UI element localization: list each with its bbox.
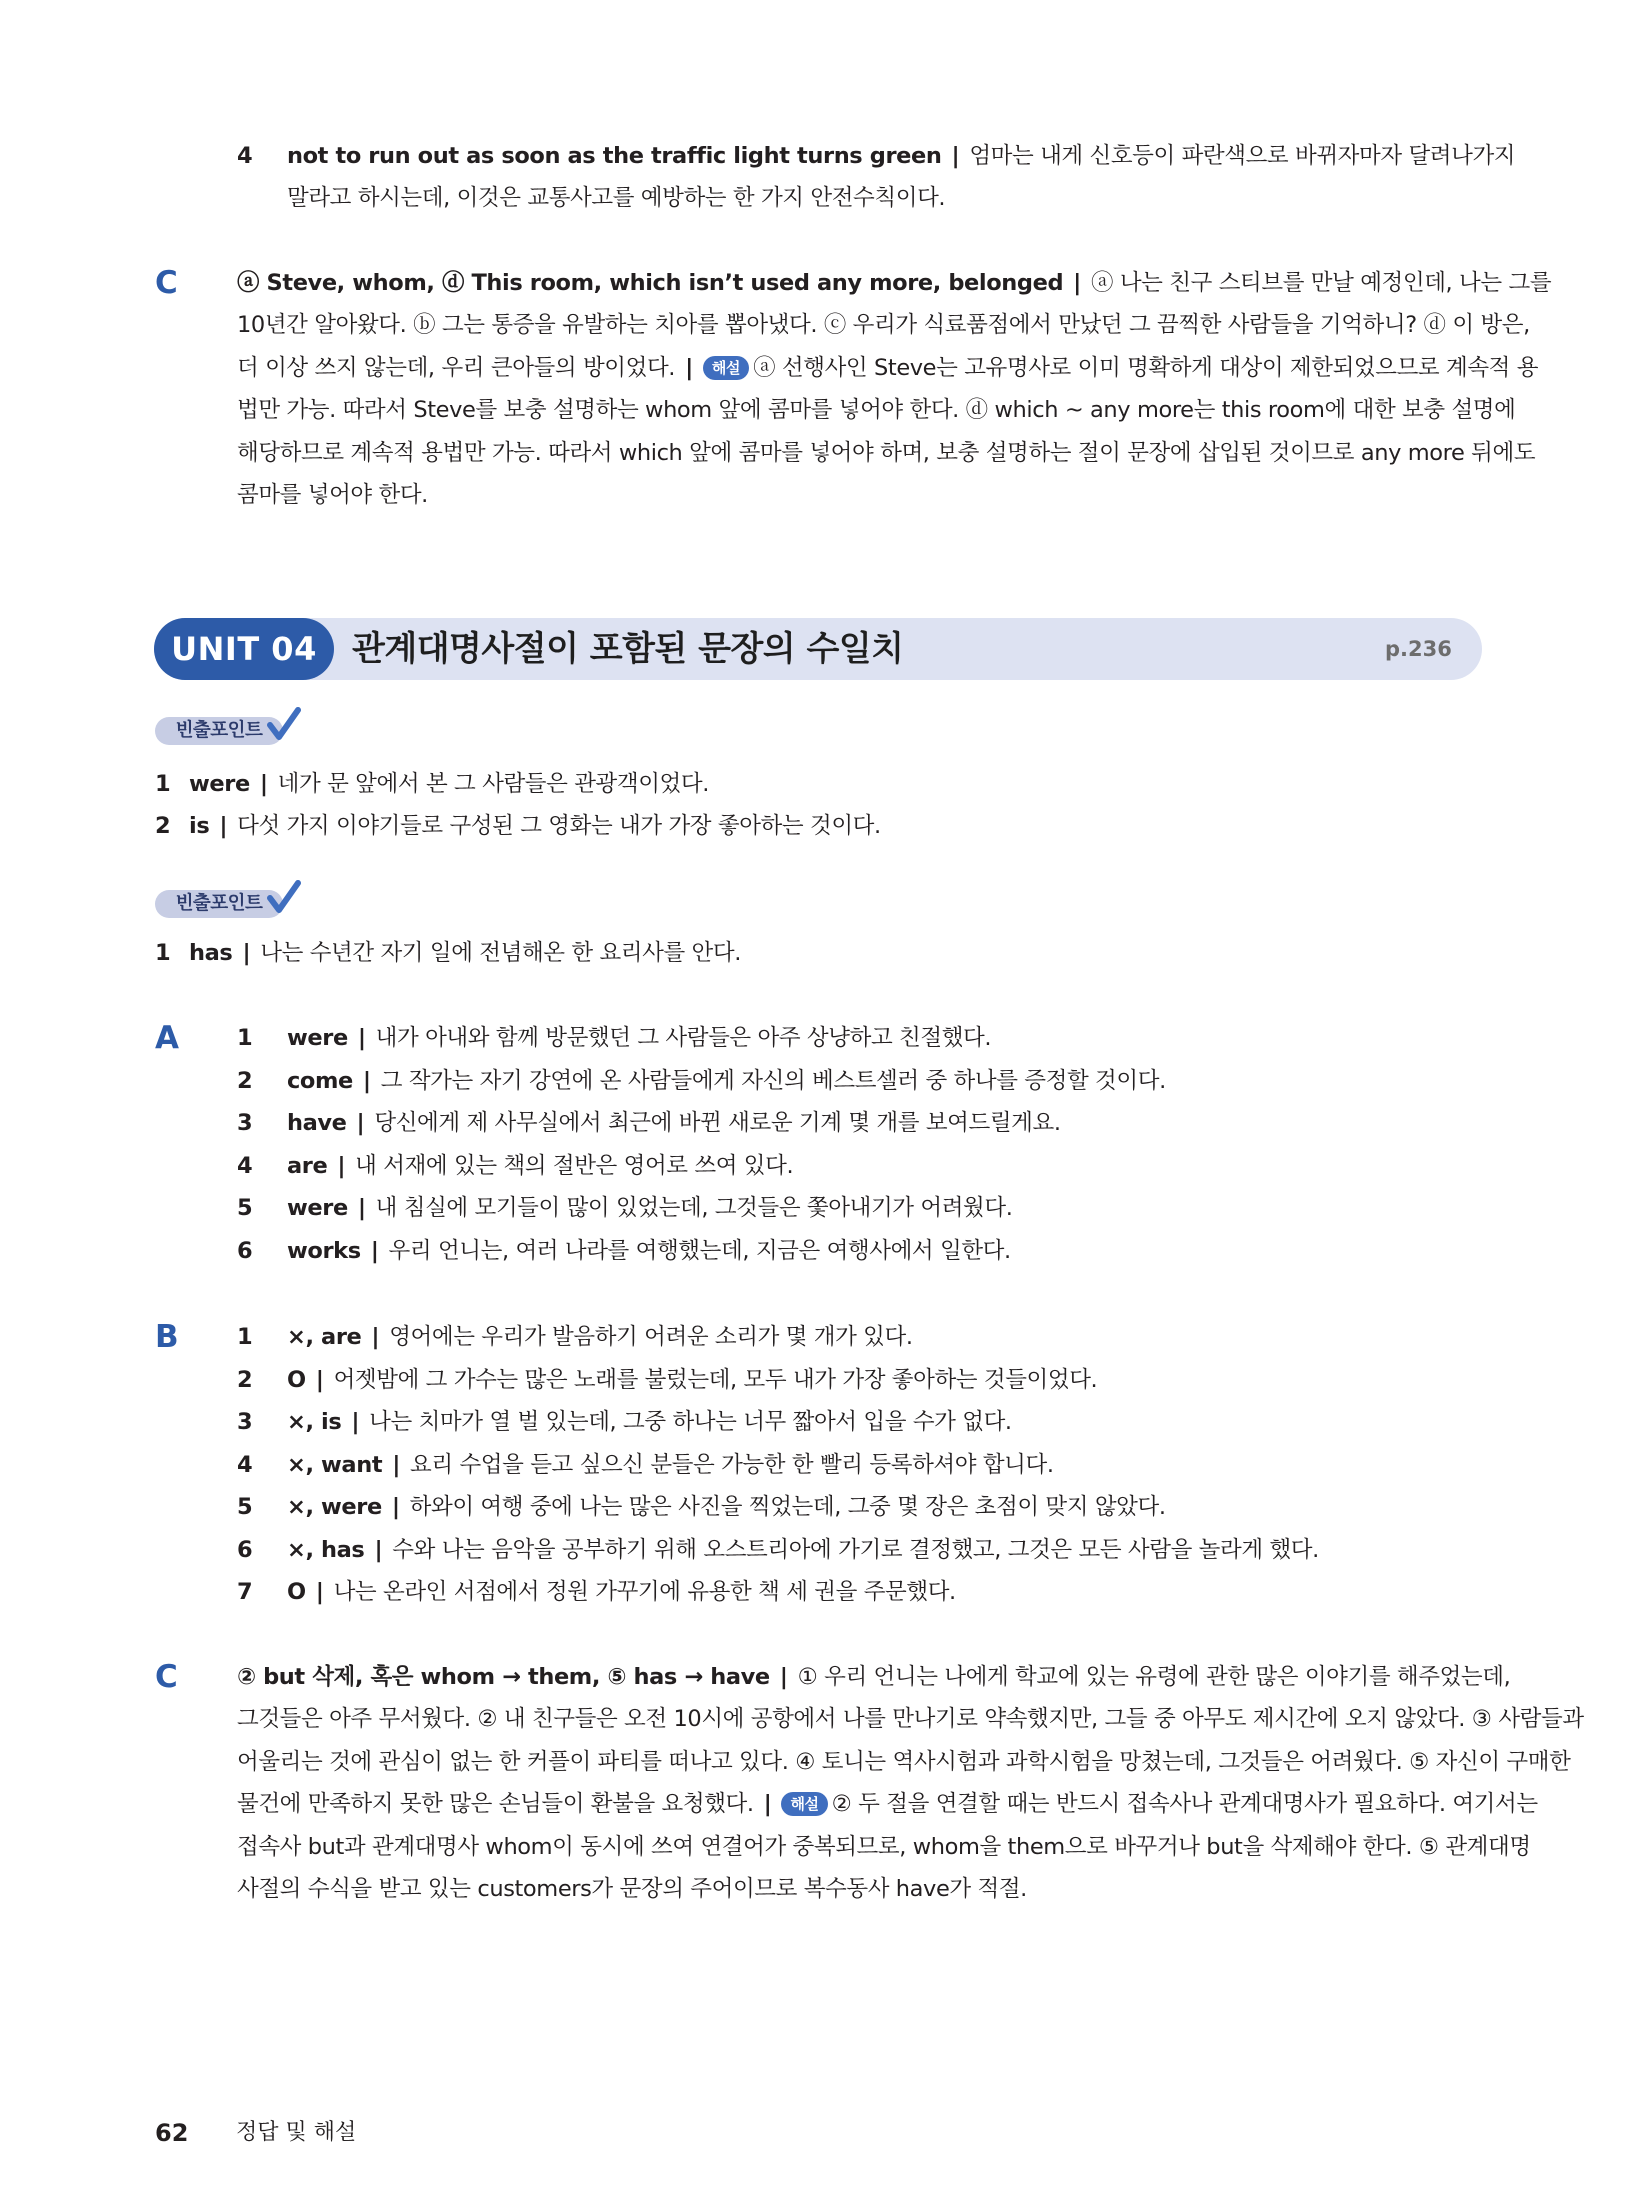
answer: were: [189, 771, 250, 797]
page-number: 62: [155, 2119, 189, 2147]
frequent-point-label: 빈출포인트: [155, 890, 283, 918]
unit-page-ref: p.236: [1385, 637, 1452, 661]
translation: 어젯밤에 그 가수는 많은 노래를 불렀는데, 모두 내가 가장 좋아하는 것들이었다.: [333, 1366, 1098, 1393]
freq2-item-1: [155, 932, 741, 975]
answer: were: [287, 1025, 348, 1051]
separator: |: [371, 1324, 380, 1350]
item-number: 3: [237, 1409, 253, 1435]
explanation: ② 두 절을 연결할 때는 반드시 접속사나 관계대명사가 필요하다. 여기서는: [831, 1791, 1538, 1817]
item-number: 4: [237, 1451, 253, 1478]
explanation: ⓐ 선행사인 Steve는 고유명사로 이미 명확하게 대상이 제한되었으므로 계속적 용: [753, 355, 1539, 381]
section-c2-line2: 그것들은 아주 무서웠다. ② 내 친구들은 오전 10시에 공항에서 나를 만나기로 약속했지만, 그들 중 아무도 제시간에 오지 않았다. ③ 사람들과: [237, 1706, 1584, 1732]
translation: 다섯 가지 이야기들로 구성된 그 영화는 내가 가장 좋아하는 것이다.: [237, 813, 881, 839]
answer: have: [287, 1110, 347, 1136]
freq1-item-2: [155, 805, 881, 848]
frequent-point-label: 빈출포인트: [155, 717, 283, 745]
translation: 내 서재에 있는 책의 절반은 영어로 쓰여 있다.: [355, 1152, 794, 1179]
section-c2-line6: 사절의 수식을 받고 있는 customers가 문장의 주어이므로 복수동사 have가 적절.: [237, 1876, 1027, 1902]
item-number: 2: [155, 813, 171, 839]
item-body: [287, 1444, 1054, 1487]
unit-label: UNIT 04: [154, 618, 334, 680]
answer: works: [287, 1237, 361, 1264]
section-c-line1: [237, 262, 1551, 305]
translation: 더 이상 쓰지 않는데, 우리 큰아들의 방이었다.: [237, 355, 676, 381]
translation: 요리 수업을 듣고 싶으신 분들은 가능한 한 빨리 등록하셔야 합니다.: [410, 1451, 1054, 1478]
item-body: [287, 1060, 1166, 1103]
separator: |: [685, 355, 693, 381]
answer: ×, are: [287, 1324, 362, 1350]
separator: |: [315, 1579, 324, 1605]
separator: |: [337, 1152, 346, 1179]
answer: ×, has: [287, 1536, 365, 1563]
translation: 나는 치마가 열 벌 있는데, 그중 하나는 너무 짧아서 입을 수가 없다.: [369, 1409, 1012, 1435]
item-number: 1: [155, 771, 171, 797]
translation: 내 침실에 모기들이 많이 있었는데, 그것들은 쫓아내기가 어려웠다.: [375, 1195, 1013, 1221]
footer-label: 정답 및 해설: [236, 2120, 357, 2145]
item-body: [287, 1401, 1012, 1444]
section-c2-line3: 어울리는 것에 관심이 없는 한 커플이 파티를 떠나고 있다. ④ 토니는 역사시험과 과학시험을 망쳤는데, 그것들은 어려웠다. ⑤ 자신이 구매한: [237, 1749, 1571, 1775]
section-c-line5: 해당하므로 계속적 용법만 가능. 따라서 which 앞에 콤마를 넣어야 하며, 보충 설명하는 절이 문장에 삽입된 것이므로 any more 뒤에도: [237, 440, 1536, 466]
item-number: 2: [237, 1067, 253, 1094]
answer: ×, is: [287, 1409, 342, 1435]
item-number: 3: [237, 1110, 253, 1136]
item-body: [287, 1187, 1012, 1230]
freq1-item-1: [155, 763, 709, 806]
answer: ×, want: [287, 1451, 383, 1478]
item-body: [287, 1486, 1166, 1529]
answer: ② but 삭제, 혹은 whom → them, ⑤ has → have: [237, 1664, 770, 1690]
separator: |: [259, 771, 268, 797]
separator: |: [357, 1195, 366, 1221]
item-body: [287, 1316, 913, 1359]
translation: 우리 언니는, 여러 나라를 여행했는데, 지금은 여행사에서 일한다.: [388, 1237, 1011, 1264]
translation: 엄마는 내게 신호등이 파란색으로 바뀌자마자 달려나가지: [969, 143, 1516, 169]
translation: ⓐ 나는 친구 스티브를 만날 예정인데, 나는 그를: [1091, 270, 1552, 296]
item-body: [287, 1145, 793, 1188]
separator: |: [374, 1536, 383, 1563]
item-number: 1: [155, 940, 171, 966]
separator: |: [370, 1237, 379, 1264]
item-body: [287, 1017, 991, 1060]
separator: |: [951, 143, 960, 169]
item-body: [287, 1529, 1319, 1572]
separator: |: [356, 1110, 365, 1136]
answer: O: [287, 1579, 306, 1605]
separator: |: [779, 1664, 788, 1690]
frequent-point-badge-2: [155, 888, 295, 918]
translation: 나는 온라인 서점에서 정원 가꾸기에 유용한 책 세 권을 주문했다.: [333, 1579, 956, 1605]
item-number: 5: [237, 1195, 253, 1221]
section-c2-line1: [237, 1656, 1510, 1699]
section-c-line4: 법만 가능. 따라서 Steve를 보충 설명하는 whom 앞에 콤마를 넣어야 한다. ⓓ which ~ any more는 this room에 대한 보충 설명에: [237, 397, 1516, 423]
separator: |: [362, 1067, 371, 1094]
translation: 나는 수년간 자기 일에 전념해온 한 요리사를 안다.: [260, 940, 741, 966]
translation: 물건에 만족하지 못한 많은 손님들이 환불을 요청했다.: [237, 1791, 754, 1817]
section-c2-line5: 접속사 but과 관계대명사 whom이 동시에 쓰여 연결어가 중복되므로, whom을 them으로 바꾸거나 but을 삭제해야 한다. ⑤ 관계대명: [237, 1834, 1531, 1860]
separator: |: [763, 1791, 772, 1817]
top-item-4-line2: 말라고 하시는데, 이것은 교통사고를 예방하는 한 가지 안전수칙이다.: [287, 185, 946, 211]
separator: |: [1073, 270, 1081, 296]
separator: |: [219, 813, 228, 839]
separator: |: [391, 1494, 400, 1520]
answer: is: [189, 813, 210, 839]
item-number: 1: [237, 1025, 253, 1051]
checkmark-icon: [267, 880, 301, 916]
frequent-point-badge-1: [155, 715, 295, 745]
explanation-badge: 해설: [781, 1792, 827, 1816]
separator: |: [392, 1451, 401, 1478]
checkmark-icon: [267, 707, 301, 743]
translation: ① 우리 언니는 나에게 학교에 있는 유령에 관한 많은 이야기를 해주었는데,: [797, 1664, 1511, 1690]
section-letter-a: A: [155, 1020, 179, 1056]
item-number: 6: [237, 1237, 253, 1264]
section-c-line2: 10년간 알아왔다. ⓑ 그는 통증을 유발하는 치아를 뽑아냈다. ⓒ 우리가 식료품점에서 만났던 그 끔찍한 사람들을 기억하니? ⓓ 이 방은,: [237, 312, 1530, 338]
translation: 내가 아내와 함께 방문했던 그 사람들은 아주 상냥하고 친절했다.: [375, 1025, 992, 1051]
item-number: 5: [237, 1494, 253, 1520]
item-number: 6: [237, 1536, 253, 1563]
separator: |: [315, 1366, 324, 1393]
section-letter-c2: C: [155, 1659, 178, 1695]
answer: were: [287, 1195, 348, 1221]
translation: 영어에는 우리가 발음하기 어려운 소리가 몇 개가 있다.: [389, 1324, 913, 1350]
translation: 수와 나는 음악을 공부하기 위해 오스트리아에 가기로 결정했고, 그것은 모든 사람을 놀라게 했다.: [392, 1536, 1319, 1563]
item-number: 7: [237, 1579, 253, 1605]
separator: |: [351, 1409, 360, 1435]
translation: 네가 문 앞에서 본 그 사람들은 관광객이었다.: [277, 771, 709, 797]
answer: ⓐ Steve, whom, ⓓ This room, which isn’t used any more, belonged: [237, 270, 1064, 296]
section-c2-line4: [237, 1783, 1538, 1826]
item-number: 4: [237, 143, 253, 169]
explanation-badge: 해설: [703, 356, 749, 380]
separator: |: [242, 940, 251, 966]
section-c-line6: 콤마를 넣어야 한다.: [237, 482, 428, 508]
unit-title: 관계대명사절이 포함된 문장의 수일치: [352, 629, 904, 669]
translation: 당신에게 제 사무실에서 최근에 바뀐 새로운 기계 몇 개를 보여드릴게요.: [374, 1110, 1061, 1136]
translation: 하와이 여행 중에 나는 많은 사진을 찍었는데, 그중 몇 장은 초점이 맞지 않았다.: [409, 1494, 1166, 1520]
item-body: [287, 1230, 1011, 1273]
separator: |: [357, 1025, 366, 1051]
section-letter-c: C: [155, 265, 178, 301]
answer: O: [287, 1366, 306, 1393]
section-c-line3: [237, 347, 1538, 390]
item-body: [287, 1359, 1097, 1402]
item-body: [287, 1102, 1061, 1145]
answer: ×, were: [287, 1494, 382, 1520]
answer: has: [189, 940, 233, 966]
section-letter-b: B: [155, 1319, 179, 1355]
item-number: 4: [237, 1152, 253, 1179]
item-body: [287, 1571, 956, 1614]
item-number: 1: [237, 1324, 253, 1350]
item-number: 2: [237, 1366, 253, 1393]
answer: not to run out as soon as the traffic light turns green: [287, 143, 942, 169]
translation: 그 작가는 자기 강연에 온 사람들에게 자신의 베스트셀러 중 하나를 증정할 것이다.: [380, 1067, 1166, 1094]
answer: come: [287, 1067, 353, 1094]
answer: are: [287, 1152, 328, 1179]
